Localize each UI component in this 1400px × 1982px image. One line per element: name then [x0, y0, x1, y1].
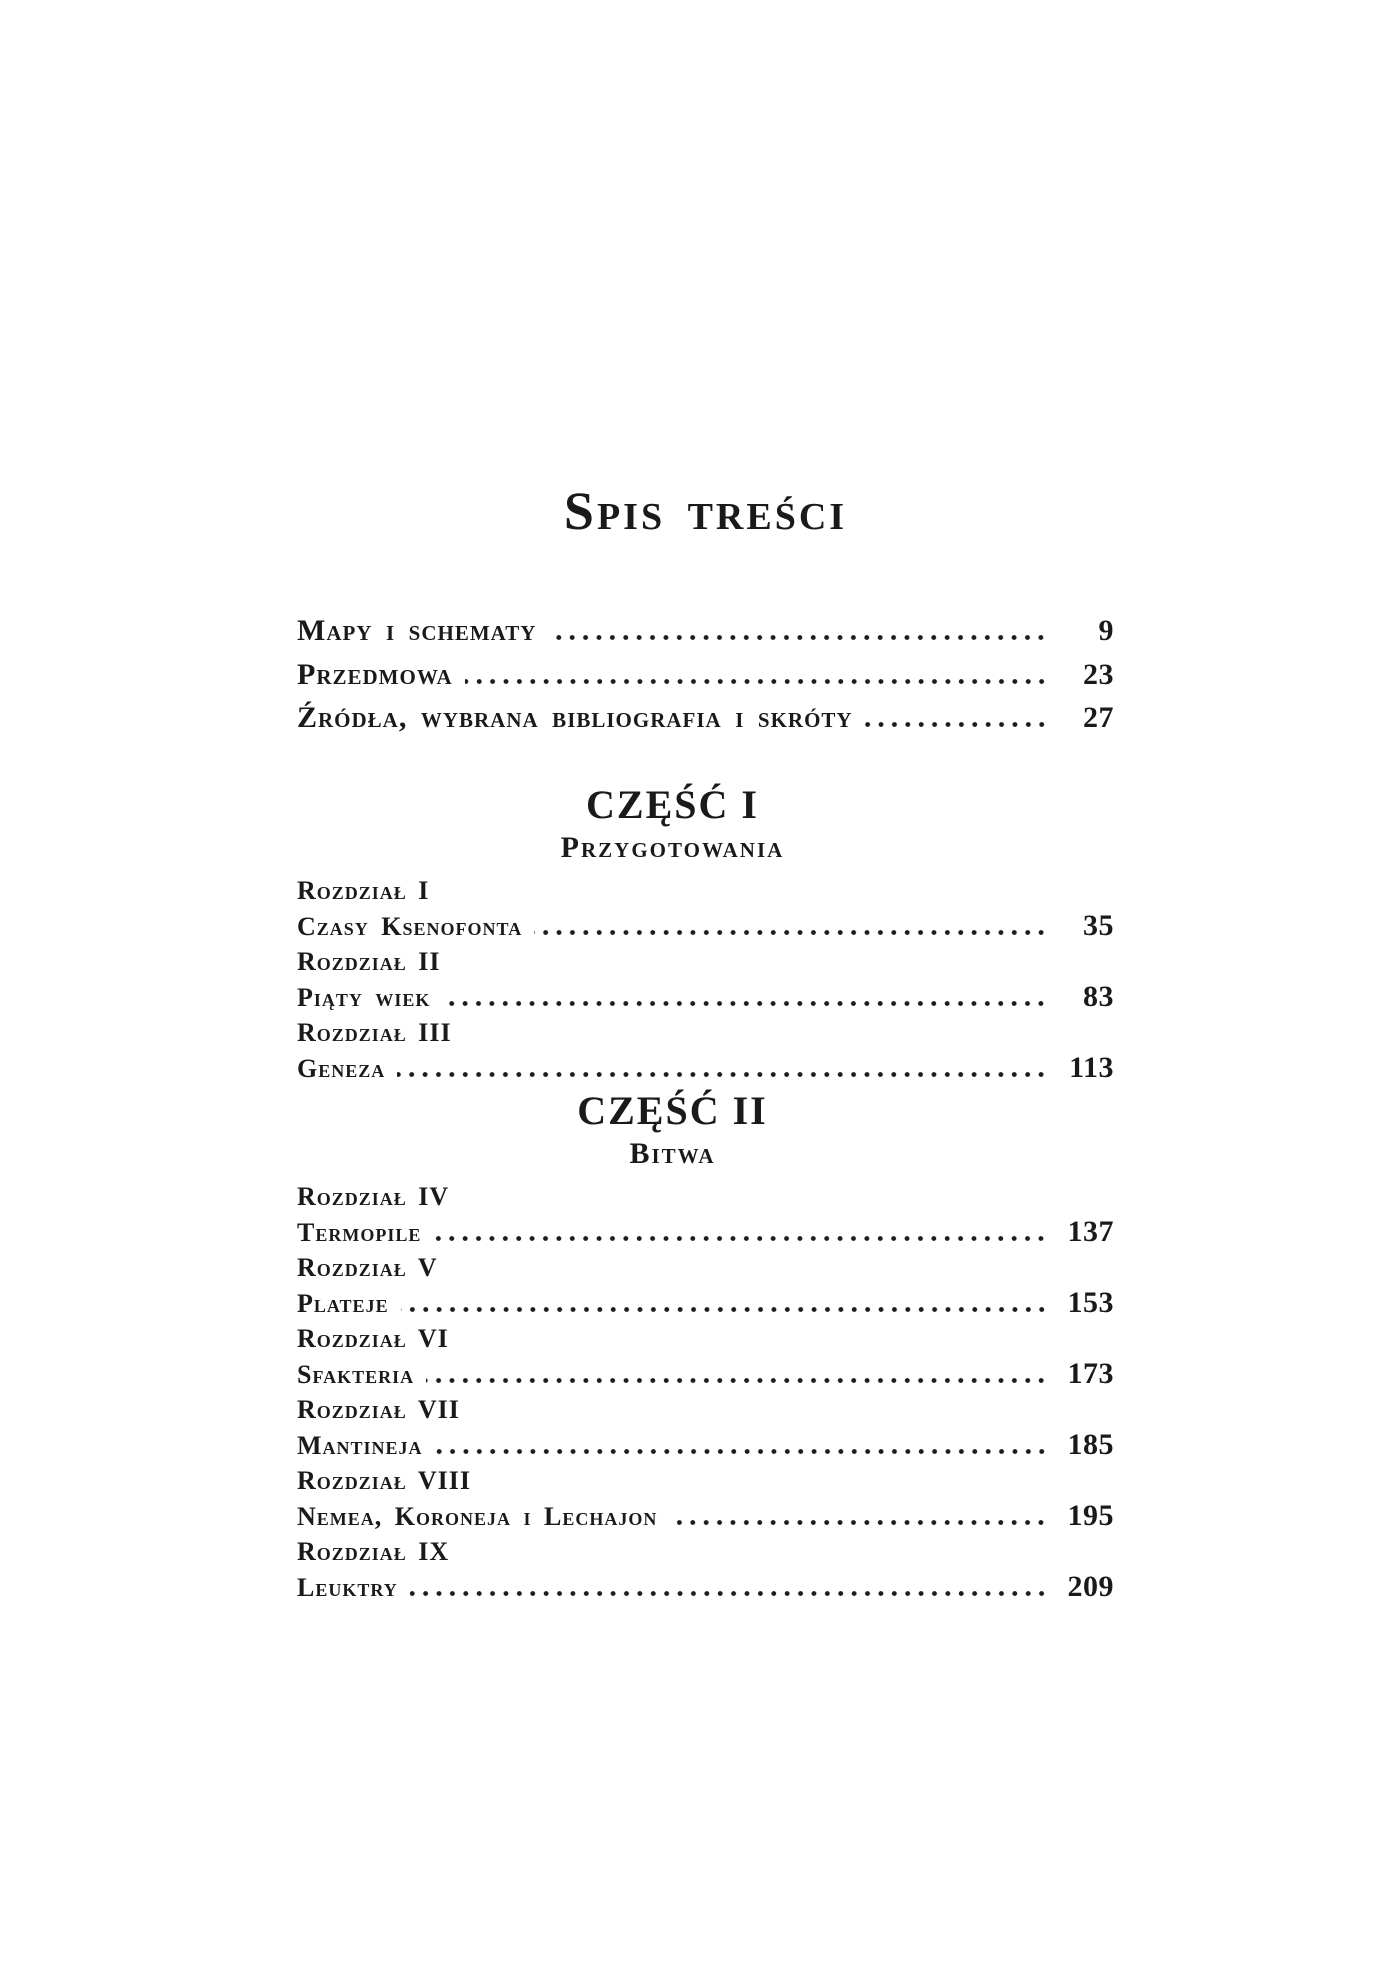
part-heading: CZĘŚĆ I [586, 781, 759, 827]
toc-entry-page: 27 [1083, 701, 1114, 734]
dot-leader [410, 1591, 1048, 1596]
toc-entry [297, 1427, 1114, 1463]
chapter-entry [297, 1179, 1114, 1250]
part-subheading: Bitwa [629, 1136, 716, 1170]
dot-leader [433, 1236, 1048, 1241]
chapter-title: Nemea, Koroneja i Lechajon [297, 1501, 658, 1531]
toc-entry [297, 908, 1114, 944]
toc-entry-label: Przedmowa [297, 657, 453, 691]
chapter-entry [297, 1534, 1114, 1605]
chapter-entry [297, 944, 1114, 1015]
chapter-page: 195 [1067, 1498, 1114, 1532]
chapter-number: Rozdział I [297, 875, 430, 905]
chapter-number: Rozdział IX [297, 1536, 450, 1566]
chapter-page: 83 [1083, 979, 1114, 1013]
chapter-page: 185 [1067, 1427, 1114, 1461]
toc-entry-label: Źródła, wybrana bibliografia i skróty [297, 701, 853, 734]
chapter-list [297, 1175, 1114, 1605]
parts-container [297, 783, 1114, 1605]
toc-entry [297, 979, 1114, 1015]
toc-entry [297, 609, 1114, 653]
toc-entry-label: Mapy i schematy [297, 614, 537, 647]
part-subheading: Przygotowania [560, 830, 785, 864]
toc-entry [297, 1214, 1114, 1250]
dot-leader [397, 1072, 1048, 1077]
dot-leader [669, 1520, 1048, 1525]
chapter-list [297, 869, 1114, 1086]
dot-leader [435, 1449, 1048, 1454]
chapter-entry [297, 1321, 1114, 1392]
toc-entry-page: 9 [1098, 614, 1114, 647]
chapter-title: Termopile [297, 1217, 422, 1247]
chapter-title: Leuktry [297, 1572, 398, 1602]
toc-entry [297, 1285, 1114, 1321]
toc-entry [297, 1569, 1114, 1605]
chapter-page: 35 [1083, 908, 1114, 942]
chapter-page: 137 [1067, 1214, 1114, 1248]
toc-entry-page: 23 [1083, 657, 1114, 691]
chapter-number: Rozdział VI [297, 1323, 449, 1353]
chapter-title: Plateje [297, 1288, 389, 1318]
chapter-number: Rozdział IV [297, 1181, 450, 1211]
part-heading-block [297, 1089, 1114, 1175]
chapter-title: Czasy Ksenofonta [297, 911, 523, 941]
chapter-page: 173 [1067, 1356, 1114, 1390]
chapter-number: Rozdział VIII [297, 1465, 471, 1495]
dot-leader [865, 722, 1048, 727]
chapter-number: Rozdział VII [297, 1394, 460, 1424]
toc-entry [297, 1050, 1114, 1086]
chapter-title: Piąty wiek [297, 982, 431, 1012]
toc-entry [297, 653, 1114, 697]
part-heading-block [297, 783, 1114, 869]
part-heading: CZĘŚĆ II [577, 1087, 768, 1133]
toc-entry [297, 696, 1114, 740]
chapter-number: Rozdział III [297, 1017, 452, 1047]
dot-leader [426, 1378, 1048, 1383]
chapter-entry [297, 1015, 1114, 1086]
dot-leader [442, 1001, 1048, 1006]
toc-entry [297, 1356, 1114, 1392]
chapter-title: Mantineja [297, 1430, 423, 1460]
chapter-entry [297, 1250, 1114, 1321]
page-title: Spis treści [563, 481, 848, 541]
chapter-page: 113 [1069, 1050, 1114, 1084]
chapter-entry [297, 1392, 1114, 1463]
chapter-entry [297, 873, 1114, 944]
chapter-number: Rozdział V [297, 1252, 438, 1282]
chapter-number: Rozdział II [297, 946, 441, 976]
dot-leader [534, 930, 1048, 935]
toc-entry [297, 1498, 1114, 1534]
dot-leader [401, 1307, 1048, 1312]
part-section [297, 1089, 1114, 1605]
table-of-contents [297, 609, 1114, 1605]
chapter-title: Sfakteria [297, 1359, 415, 1389]
chapter-entry [297, 1463, 1114, 1534]
dot-leader [465, 679, 1048, 684]
chapter-page: 209 [1067, 1569, 1114, 1603]
front-matter-list [297, 609, 1114, 740]
chapter-page: 153 [1067, 1285, 1114, 1319]
dot-leader [548, 635, 1048, 640]
part-section [297, 783, 1114, 1086]
chapter-title: Geneza [297, 1053, 386, 1083]
